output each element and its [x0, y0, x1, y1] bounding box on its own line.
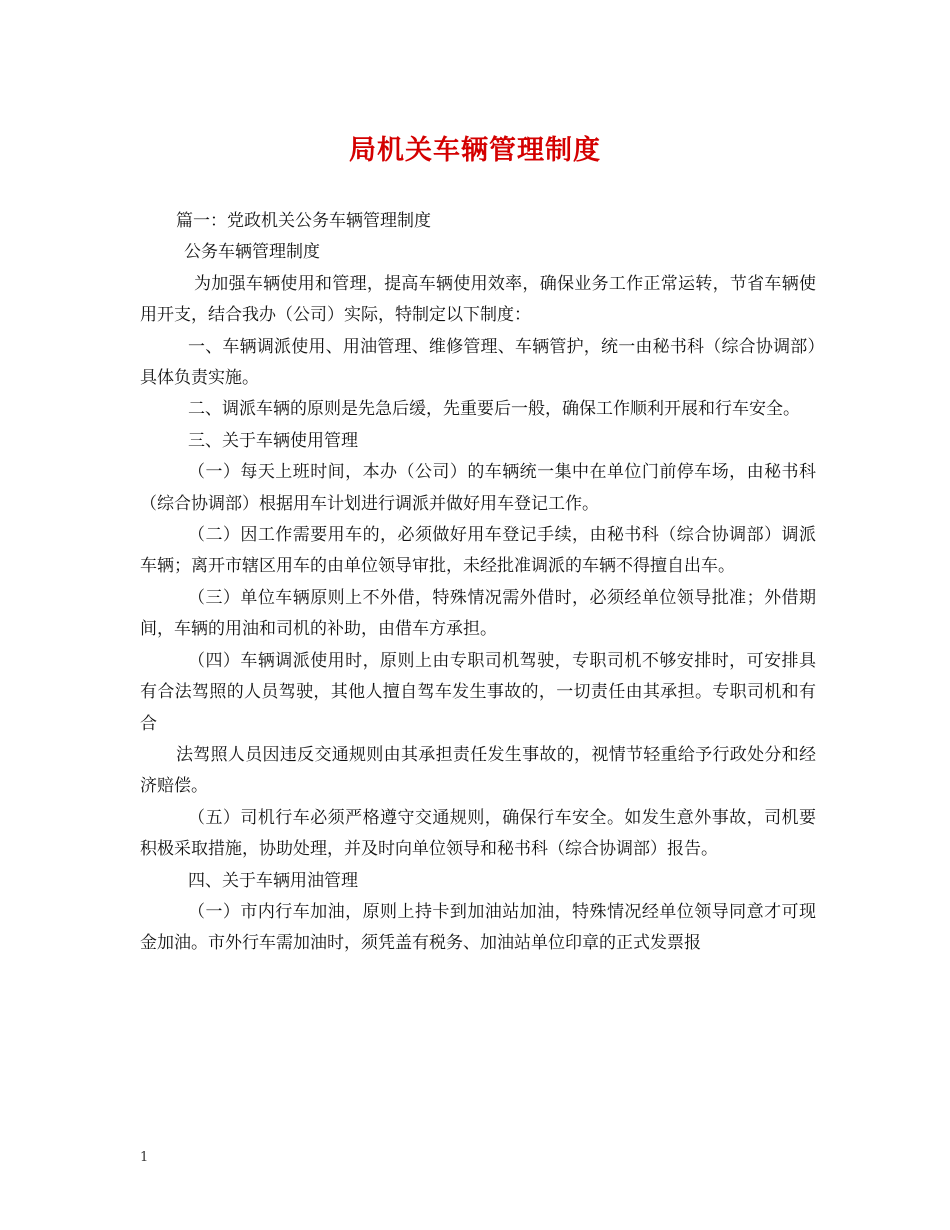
- document-title: 局机关车辆管理制度: [349, 135, 601, 166]
- paragraph: 一、车辆调派使用、用油管理、维修管理、车辆管护，统一由秘书科（综合协调部）具体负责实施。: [140, 336, 816, 389]
- paragraph: 法驾照人员因违反交通规则由其承担责任发生事故的，视情节轻重给予行政处分和经济赔偿。: [140, 744, 816, 797]
- paragraph: （二）因工作需要用车的，必须做好用车登记手续，由秘书科（综合协调部）调派车辆；离开市辖区用车的由单位领导审批，未经批准调派的车辆不得擅自出车。: [140, 525, 816, 577]
- paragraph: （一）市内行车加油，原则上持卡到加油站加油，特殊情况经单位领导同意才可现金加油。市外行车需加油时，须凭盖有税务、加油站单位印章的正式发票报: [140, 901, 816, 954]
- paragraph: 二、调派车辆的原则是先急后缓，先重要后一般，确保工作顺利开展和行车安全。: [188, 399, 800, 420]
- paragraph: 三、关于车辆使用管理: [188, 430, 358, 451]
- document-body: [140, 206, 816, 960]
- paragraph: 为加强车辆使用和管理，提高车辆使用效率，确保业务工作正常运转，节省车辆使用开支，结合我办（公司）实际，特制定以下制度：: [140, 273, 816, 326]
- paragraph: （三）单位车辆原则上不外借，特殊情况需外借时，必须经单位领导批准；外借期间，车辆的用油和司机的补助，由借车方承担。: [140, 587, 816, 640]
- paragraph: 公务车辆管理制度: [184, 242, 320, 263]
- paragraph: （四）车辆调派使用时，原则上由专职司机驾驶，专职司机不够安排时，可安排具有合法驾照的人员驾驶，其他人擅自驾车发生事故的，一切责任由其承担。专职司机和有合: [140, 650, 816, 734]
- paragraph: 篇一：党政机关公务车辆管理制度: [176, 211, 431, 231]
- paragraph: （五）司机行车必须严格遵守交通规则，确保行车安全。如发生意外事故，司机要积极采取措施，协助处理，并及时向单位领导和秘书科（综合协调部）报告。: [140, 807, 816, 860]
- page-number: 1: [140, 1150, 149, 1165]
- paragraph: （一）每天上班时间，本办（公司）的车辆统一集中在单位门前停车场，由秘书科（综合协调部）根据用车计划进行调派并做好用车登记工作。: [140, 462, 816, 514]
- paragraph: 四、关于车辆用油管理: [188, 870, 358, 891]
